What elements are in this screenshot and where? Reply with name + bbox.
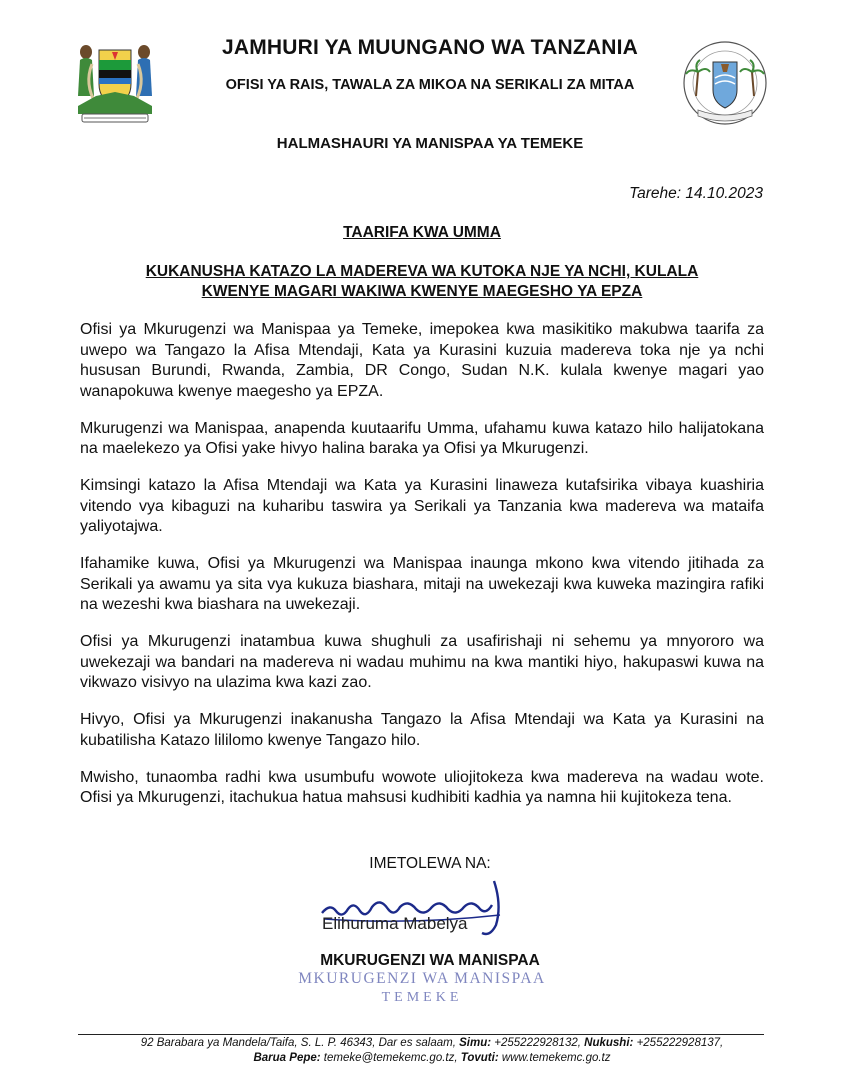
footer-email-label: Barua Pepe: [253, 1052, 321, 1064]
subject-heading [80, 262, 764, 302]
footer-contact-line [60, 1052, 804, 1064]
signatory-title: MKURUGENZI WA MANISPAA [320, 952, 540, 969]
paragraph: Ofisi ya Mkurugenzi inatambua kuwa shughuli za usafirishaji ni sehemu ya mnyororo wa uwekezaji wa bandari na madereva ni wadau muhimu na kwa mantiki hiyo, hakupaswi kuwa na vikwazo visivyo na ulazima kwa kazi zao. [80, 633, 764, 691]
footer-fax: +255222928137, [636, 1037, 724, 1049]
footer-phone: +255222928132, [494, 1037, 581, 1049]
subject-line-2: KWENYE MAGARI WAKIWA KWENYE MAEGESHO YA EPZA [201, 283, 643, 300]
footer-phone-label: Simu: [459, 1037, 492, 1049]
office-stamp-line-1: MKURUGENZI WA MANISPAA [298, 970, 546, 987]
footer-address-line [60, 1037, 804, 1049]
notice-title: TAARIFA KWA UMMA [343, 224, 501, 241]
paragraph: Kimsingi katazo la Afisa Mtendaji wa Kata ya Kurasini linaweza kutafsirika vibaya kuashiria vitendo vya kibaguzi na kuharibu taswira ya Serikali ya Tanzania kwa madereva wa mataifa yaliyotajwa. [80, 477, 764, 535]
paragraph: Ofisi ya Mkurugenzi wa Manispaa ya Temeke, imepokea kwa masikitiko makubwa taarifa za uwepo wa Tangazo la Afisa Mtendaji, Kata ya Kurasini kuzuia madereva toka nje ya nchi hususan Burundi, Rwanda, Zambia, DR Congo, Sudan N.K. kulala kwenye magari yao wanapokuwa kwenye maegesho ya EPZA. [80, 321, 764, 400]
paragraph: Hivyo, Ofisi ya Mkurugenzi inakanusha Tangazo la Afisa Mtendaji wa Kata ya Kurasini na kubatilisha Katazo lililomo kwenye Tangazo hilo. [80, 711, 764, 749]
footer-email-link[interactable]: temeke@temekemc.go.tz, [323, 1052, 458, 1064]
office-subtitle: OFISI YA RAIS, TAWALA ZA MIKOA NA SERIKALI ZA MITAA [225, 77, 635, 93]
paragraph: Mwisho, tunaomba radhi kwa usumbufu wowote uliojitokeza kwa madereva na wadau wote. Ofisi ya Mkurugenzi, itachukua hatua mahsusi kudhibiti kadhia ya namna hii kujitokeza tena. [80, 768, 764, 806]
footer-website-link[interactable]: www.temekemc.go.tz [501, 1052, 611, 1064]
footer-fax-label: Nukushi: [584, 1037, 634, 1049]
footer-divider [78, 1034, 764, 1035]
tanzania-coat-of-arms-icon [72, 34, 158, 126]
council-title: HALMASHAURI YA MANISPAA YA TEMEKE [276, 135, 584, 152]
document-date: Tarehe: 14.10.2023 [629, 185, 763, 202]
paragraph: Ifahamike kuwa, Ofisi ya Mkurugenzi wa Manispaa inaunga mkono kwa vitendo jitihada za Serikali ya awamu ya sita vya kukuza biashara, mitaji na uwekezaji kwa kuweka mazingira rafiki na wezeshi kwa biashara na uwekezaji. [80, 555, 764, 613]
notice-body [80, 320, 764, 825]
paragraph: Mkurugenzi wa Manispaa, anapenda kuutaarifu Umma, ufahamu kuwa katazo hilo halijatokana na maelekezo ya Ofisi yake hivyo halina baraka ya Ofisi ya Mkurugenzi. [80, 419, 764, 457]
signatory-name: Elihuruma Mabelya [322, 914, 468, 933]
office-stamp-line-2: TEMEKE [381, 990, 463, 1005]
country-title: JAMHURI YA MUUNGANO WA TANZANIA [221, 36, 639, 59]
footer-web-label: Tovuti: [460, 1052, 499, 1064]
issued-by-label: IMETOLEWA NA: [369, 855, 491, 872]
footer-address: 92 Barabara ya Mandela/Taifa, S. L. P. 46343, Dar es salaam, [140, 1037, 456, 1049]
subject-line-1: KUKANUSHA KATAZO LA MADEREVA WA KUTOKA NJE YA NCHI, KULALA [145, 263, 699, 280]
